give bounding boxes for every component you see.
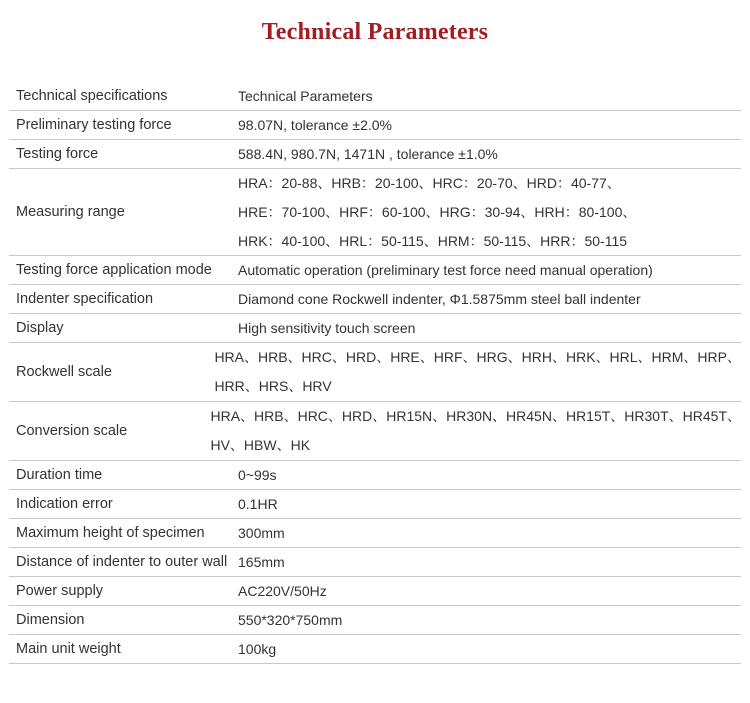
- table-row: [9, 111, 741, 140]
- table-row: [9, 635, 741, 664]
- row-label: Conversion scale: [16, 423, 128, 439]
- table-row: [9, 519, 741, 548]
- value-line: Technical Parameters: [238, 88, 373, 104]
- value-line: 588.4N, 980.7N, 1471N , tolerance ±1.0%: [238, 146, 498, 162]
- table-row: [9, 82, 741, 111]
- table-row: [9, 490, 741, 519]
- row-label: Display: [16, 320, 64, 336]
- value-line: 550*320*750mm: [238, 612, 343, 628]
- table-row: [9, 548, 741, 577]
- table-row: [9, 169, 741, 256]
- value-line: Automatic operation (preliminary test force need manual operation): [238, 262, 653, 278]
- value-line: 300mm: [238, 525, 285, 541]
- value-line: 100kg: [238, 641, 277, 657]
- row-label: Measuring range: [16, 204, 125, 220]
- value-line: HRA、HRB、HRC、HRD、HRE、HRF、HRG、HRH、HRK、HRL、HRM、HRP、: [214, 349, 741, 365]
- row-value: [230, 291, 741, 307]
- value-line: 0.1HR: [238, 496, 278, 512]
- table-row: [9, 606, 741, 635]
- value-line: High sensitivity touch screen: [238, 320, 416, 336]
- page-title: Technical Parameters: [261, 19, 489, 45]
- row-label: Technical specifications: [16, 88, 168, 104]
- value-line: HRA、HRB、HRC、HRD、HR15N、HR30N、HR45N、HR15T、HR30T、HR45T、: [210, 408, 741, 424]
- row-label: Maximum height of specimen: [16, 525, 205, 541]
- table-row: [9, 285, 741, 314]
- row-value: [230, 583, 741, 599]
- table-row: [9, 343, 741, 402]
- row-value: [230, 612, 741, 628]
- table-row: [9, 461, 741, 490]
- row-value: [230, 262, 741, 278]
- row-value: [230, 146, 741, 162]
- row-label: Preliminary testing force: [16, 117, 172, 133]
- row-value: [230, 320, 741, 336]
- row-value: [230, 641, 741, 657]
- row-label: Testing force application mode: [16, 262, 212, 278]
- value-line: 165mm: [238, 554, 285, 570]
- value-line: 98.07N, tolerance ±2.0%: [238, 117, 392, 133]
- row-label: Indenter specification: [16, 291, 154, 307]
- table-row: [9, 314, 741, 343]
- row-value: [230, 554, 741, 570]
- value-line: HRE：70-100、HRF：60-100、HRG：30-94、HRH：80-100、: [238, 203, 637, 220]
- row-value: [230, 169, 741, 256]
- row-value: [230, 467, 741, 483]
- value-line: 0~99s: [238, 467, 277, 483]
- row-label: Rockwell scale: [16, 364, 112, 380]
- row-label: Main unit weight: [16, 641, 121, 657]
- value-line: HRR、HRS、HRV: [214, 378, 332, 394]
- value-line: HRA：20-88、HRB：20-100、HRC：20-70、HRD：40-77、: [238, 174, 621, 191]
- row-value: [202, 402, 741, 460]
- row-label: Indication error: [16, 496, 113, 512]
- value-line: Diamond cone Rockwell indenter, Φ1.5875mm steel ball indenter: [238, 291, 641, 307]
- value-line: HV、HBW、HK: [210, 437, 311, 453]
- row-label: Dimension: [16, 612, 85, 628]
- row-value: [230, 88, 741, 104]
- row-label: Power supply: [16, 583, 104, 599]
- row-label: Duration time: [16, 467, 103, 483]
- row-value: [230, 117, 741, 133]
- value-line: AC220V/50Hz: [238, 583, 327, 599]
- row-value: [230, 496, 741, 512]
- value-line: HRK：40-100、HRL：50-115、HRM：50-115、HRR：50-115: [238, 232, 628, 249]
- table-row: [9, 256, 741, 285]
- row-label: Testing force: [16, 146, 99, 162]
- parameters-table: [9, 82, 741, 664]
- table-row: [9, 577, 741, 606]
- row-value: [230, 525, 741, 541]
- table-row: [9, 140, 741, 169]
- row-label: Distance of indenter to outer wall: [16, 554, 228, 570]
- table-row: [9, 402, 741, 461]
- row-value: [206, 343, 741, 401]
